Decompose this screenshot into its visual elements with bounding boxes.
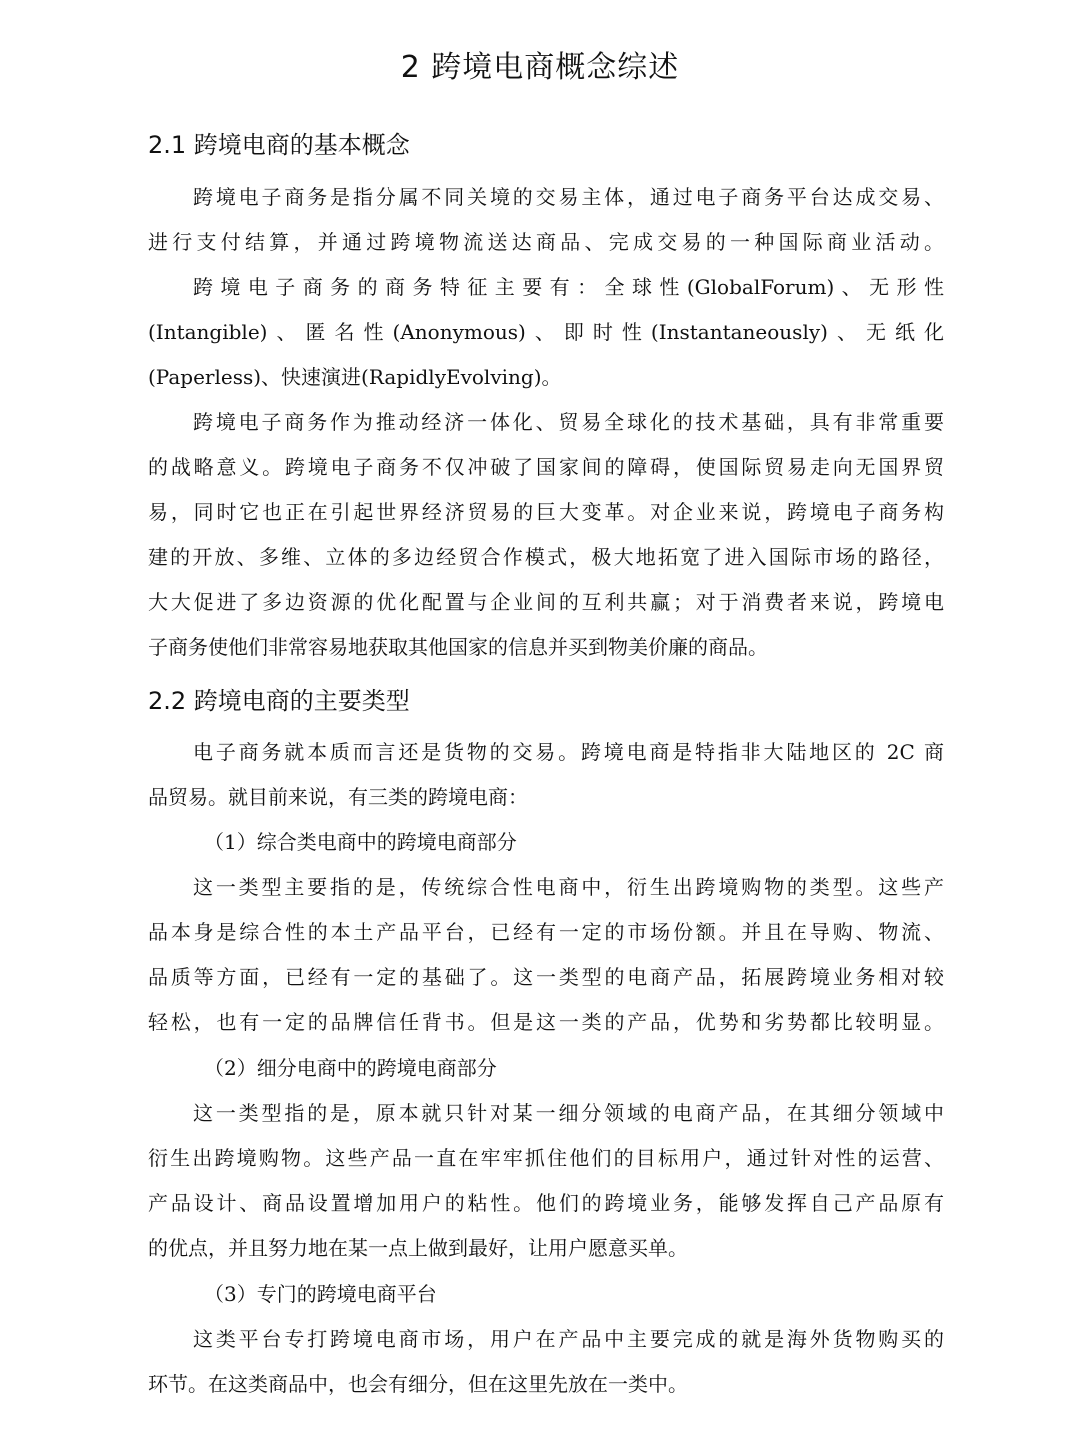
paragraph-line: 的战略意义。跨境电子商务不仅冲破了国家间的障碍，使国际贸易走向无国界贸 bbox=[148, 455, 944, 479]
section-heading-2-2: 2.2 跨境电商的主要类型 bbox=[148, 687, 410, 715]
paragraph-line: 轻松，也有一定的品牌信任背书。但是这一类的产品，优势和劣势都比较明显。 bbox=[148, 1010, 944, 1034]
paragraph-line: (Intangible)、匿名性(Anonymous)、即时性(Instantaneously)、无纸化 bbox=[148, 320, 944, 344]
paragraph-line: (Paperless)、快速演进(RapidlyEvolving)。 bbox=[148, 365, 562, 389]
paragraph-line: 品本身是综合性的本土产品平台，已经有一定的市场份额。并且在导购、物流、 bbox=[148, 920, 944, 944]
paragraph-line: 进行支付结算，并通过跨境物流送达商品、完成交易的一种国际商业活动。 bbox=[148, 230, 944, 254]
paragraph-line: 子商务使他们非常容易地获取其他国家的信息并买到物美价廉的商品。 bbox=[148, 635, 768, 659]
paragraph-line: 大大促进了多边资源的优化配置与企业间的互利共赢；对于消费者来说，跨境电 bbox=[148, 590, 944, 614]
list-item-heading: （2）细分电商中的跨境电商部分 bbox=[204, 1056, 497, 1080]
list-item-heading: （3）专门的跨境电商平台 bbox=[204, 1282, 437, 1306]
paragraph-line: 跨境电子商务作为推动经济一体化、贸易全球化的技术基础，具有非常重要 bbox=[193, 410, 944, 434]
section-heading-2-1: 2.1 跨境电商的基本概念 bbox=[148, 131, 410, 159]
paragraph-line: 品质等方面，已经有一定的基础了。这一类型的电商产品，拓展跨境业务相对较 bbox=[148, 965, 944, 989]
paragraph-line: 的优点，并且努力地在某一点上做到最好，让用户愿意买单。 bbox=[148, 1236, 688, 1260]
chapter-title: 2 跨境电商概念综述 bbox=[400, 50, 680, 85]
paragraph-line: 品贸易。就目前来说，有三类的跨境电商： bbox=[148, 785, 528, 809]
paragraph-line: 易，同时它也正在引起世界经济贸易的巨大变革。对企业来说，跨境电子商务构 bbox=[148, 500, 944, 524]
paragraph-line: 电子商务就本质而言还是货物的交易。跨境电商是特指非大陆地区的 2C 商 bbox=[193, 740, 944, 764]
paragraph-line: 这一类型指的是，原本就只针对某一细分领域的电商产品，在其细分领域中 bbox=[193, 1101, 944, 1125]
paragraph-line: 建的开放、多维、立体的多边经贸合作模式，极大地拓宽了进入国际市场的路径， bbox=[148, 545, 944, 569]
paragraph-line: 产品设计、商品设置增加用户的粘性。他们的跨境业务，能够发挥自己产品原有 bbox=[148, 1191, 944, 1215]
list-item-heading: （1）综合类电商中的跨境电商部分 bbox=[204, 830, 517, 854]
paragraph-line: 这一类型主要指的是，传统综合性电商中，衍生出跨境购物的类型。这些产 bbox=[193, 875, 944, 899]
paragraph-line: 衍生出跨境购物。这些产品一直在牢牢抓住他们的目标用户，通过针对性的运营、 bbox=[148, 1146, 944, 1170]
paragraph-line: 这类平台专打跨境电商市场，用户在产品中主要完成的就是海外货物购买的 bbox=[193, 1327, 944, 1351]
paragraph-line: 环节。在这类商品中，也会有细分，但在这里先放在一类中。 bbox=[148, 1372, 688, 1396]
paragraph-line: 跨境电子商务的商务特征主要有：全球性(GlobalForum)、无形性 bbox=[193, 275, 944, 299]
paragraph-line: 跨境电子商务是指分属不同关境的交易主体，通过电子商务平台达成交易、 bbox=[193, 185, 944, 209]
